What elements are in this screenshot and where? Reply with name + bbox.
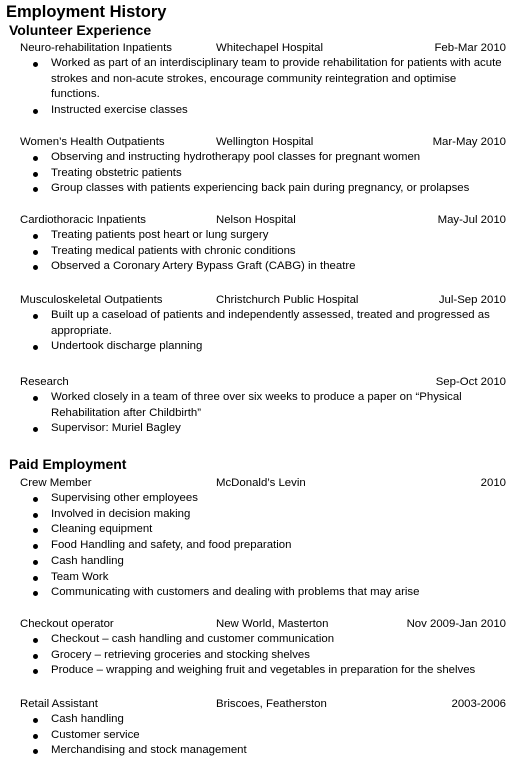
- list-item: [0, 585, 520, 601]
- list-item: [0, 150, 520, 166]
- list-item: [0, 743, 520, 759]
- entry-role: Checkout operator: [20, 618, 114, 630]
- bullet-icon: [33, 576, 38, 581]
- entry-header: [0, 292, 520, 308]
- bullet-list: [0, 150, 520, 197]
- bullet-icon: [33, 314, 38, 319]
- list-item-text: Merchandising and stock management: [51, 744, 247, 757]
- list-item-text: Cleaning equipment: [51, 523, 153, 536]
- entry-place: Whitechapel Hospital: [216, 42, 323, 54]
- list-item: [0, 228, 520, 244]
- entry-role: Musculoskeletal Outpatients: [20, 294, 163, 306]
- bullet-icon: [33, 560, 38, 565]
- entry-research: [0, 374, 520, 437]
- bullet-icon: [33, 234, 38, 239]
- entry-header: [0, 475, 520, 491]
- list-item: [0, 522, 520, 538]
- entry-header: [0, 374, 520, 390]
- list-item-text: Worked closely in a team of three over six weeks to produce a paper on “Physical Rehabilitation after Childbirth”: [51, 391, 462, 419]
- list-item-text: Group classes with patients experiencing back pain during pregnancy, or prolapses: [51, 182, 470, 195]
- list-item-text: Supervisor: Muriel Bagley: [51, 422, 181, 435]
- list-item-text: Checkout – cash handling and customer communication: [51, 633, 335, 645]
- bullet-list: [0, 228, 520, 275]
- bullet-icon: [33, 638, 38, 643]
- bullet-icon: [33, 172, 38, 177]
- list-item: [0, 421, 520, 437]
- entry-date: Nov 2009-Jan 2010: [406, 618, 506, 630]
- entry-header: [0, 212, 520, 228]
- bullet-list: [0, 632, 520, 679]
- entry-date: Jul-Sep 2010: [438, 294, 506, 306]
- bullet-icon: [33, 669, 38, 674]
- bullet-icon: [33, 718, 38, 723]
- list-item: [0, 538, 520, 554]
- entry-date: Feb-Mar 2010: [434, 42, 506, 54]
- section-heading-volunteer: Volunteer Experience: [9, 22, 152, 38]
- list-item: [0, 663, 520, 679]
- section-heading-paid: Paid Employment: [9, 456, 127, 472]
- bullet-icon: [33, 654, 38, 659]
- list-item-text: Grocery – retrieving groceries and stocking shelves: [51, 648, 310, 661]
- list-item: [0, 181, 520, 197]
- entry-place: Christchurch Public Hospital: [216, 294, 359, 306]
- list-item: [0, 507, 520, 523]
- bullet-icon: [33, 591, 38, 596]
- list-item-text: Instructed exercise classes: [51, 104, 188, 117]
- bullet-icon: [33, 497, 38, 502]
- bullet-icon: [33, 109, 38, 114]
- bullet-list: [0, 712, 520, 759]
- entry-date: May-Jul 2010: [437, 214, 506, 226]
- list-item: [0, 166, 520, 182]
- entry-neuro-rehabilitation: [0, 40, 520, 119]
- list-item: [0, 712, 520, 728]
- list-item: [0, 632, 520, 648]
- bullet-icon: [33, 544, 38, 549]
- entry-role: Crew Member: [20, 477, 92, 489]
- entry-date: Sep-Oct 2010: [435, 376, 506, 388]
- bullet-icon: [33, 396, 38, 401]
- list-item-text: Involved in decision making: [51, 507, 191, 520]
- entry-role: Retail Assistant: [20, 698, 98, 710]
- bullet-icon: [33, 749, 38, 754]
- bullet-icon: [33, 156, 38, 161]
- list-item-text: Observing and instructing hydrotherapy pool classes for pregnant women: [51, 151, 421, 163]
- bullet-icon: [33, 427, 38, 432]
- bullet-icon: [33, 345, 38, 350]
- list-item-text: Treating patients post heart or lung surgery: [51, 229, 269, 241]
- list-item-text: Food Handling and safety, and food preparation: [51, 539, 292, 552]
- bullet-icon: [33, 250, 38, 255]
- bullet-icon: [33, 265, 38, 270]
- entry-place: McDonald’s Levin: [216, 477, 306, 489]
- bullet-list: [0, 491, 520, 601]
- entry-date: Mar-May 2010: [432, 136, 506, 148]
- entry-header: [0, 40, 520, 56]
- list-item: [0, 244, 520, 260]
- list-item-text: Cash handling: [51, 554, 124, 567]
- list-item: [0, 728, 520, 744]
- entry-crew-member: [0, 475, 520, 601]
- entry-header: [0, 134, 520, 150]
- list-item-text: Cash handling: [51, 713, 124, 725]
- list-item: [0, 554, 520, 570]
- entry-role: Research: [20, 376, 69, 388]
- bullet-icon: [33, 187, 38, 192]
- entry-role: Neuro-rehabilitation Inpatients: [20, 42, 172, 54]
- entry-date: 2010: [480, 477, 506, 489]
- list-item: [0, 56, 520, 103]
- list-item: [0, 103, 520, 119]
- list-item-text: Supervising other employees: [51, 492, 198, 504]
- entry-header: [0, 696, 520, 712]
- list-item-text: Treating medical patients with chronic conditions: [51, 244, 296, 257]
- list-item-text: Communicating with customers and dealing with problems that may arise: [51, 586, 420, 599]
- bullet-icon: [33, 513, 38, 518]
- list-item-text: Customer service: [51, 728, 140, 741]
- entry-role: Cardiothoracic Inpatients: [20, 214, 146, 226]
- list-item: [0, 491, 520, 507]
- list-item: [0, 570, 520, 586]
- list-item-text: Treating obstetric patients: [51, 166, 182, 179]
- entry-musculoskeletal: [0, 292, 520, 355]
- entry-place: Briscoes, Featherston: [216, 698, 327, 710]
- bullet-icon: [33, 734, 38, 739]
- entry-retail-assistant: [0, 696, 520, 759]
- list-item-text: Observed a Coronary Artery Bypass Graft (CABG) in theatre: [51, 260, 356, 273]
- entry-place: Nelson Hospital: [216, 214, 296, 226]
- entry-date: 2003-2006: [451, 698, 506, 710]
- bullet-icon: [33, 528, 38, 533]
- bullet-list: [0, 308, 520, 355]
- list-item-text: Worked as part of an interdisciplinary team to provide rehabilitation for patients with acute strokes and non-acute strokes, encourage community reintegration and optimise functions.: [51, 57, 502, 101]
- list-item: [0, 308, 520, 339]
- list-item-text: Produce – wrapping and weighing fruit and vegetables in preparation for the shelves: [51, 664, 476, 677]
- list-item: [0, 648, 520, 664]
- bullet-list: [0, 56, 520, 119]
- entry-role: Women’s Health Outpatients: [20, 136, 165, 148]
- entry-womens-health: [0, 134, 520, 197]
- bullet-icon: [33, 62, 38, 67]
- bullet-list: [0, 390, 520, 437]
- entry-header: [0, 616, 520, 632]
- page-title: Employment History: [6, 3, 167, 21]
- list-item-text: Team Work: [51, 570, 109, 583]
- entry-checkout-operator: [0, 616, 520, 679]
- list-item: [0, 390, 520, 421]
- entry-place: New World, Masterton: [216, 618, 329, 630]
- list-item: [0, 259, 520, 275]
- entry-place: Wellington Hospital: [216, 136, 314, 148]
- list-item: [0, 339, 520, 355]
- list-item-text: Built up a caseload of patients and independently assessed, treated and progressed as appropriate.: [51, 309, 490, 337]
- entry-cardiothoracic: [0, 212, 520, 275]
- list-item-text: Undertook discharge planning: [51, 340, 203, 353]
